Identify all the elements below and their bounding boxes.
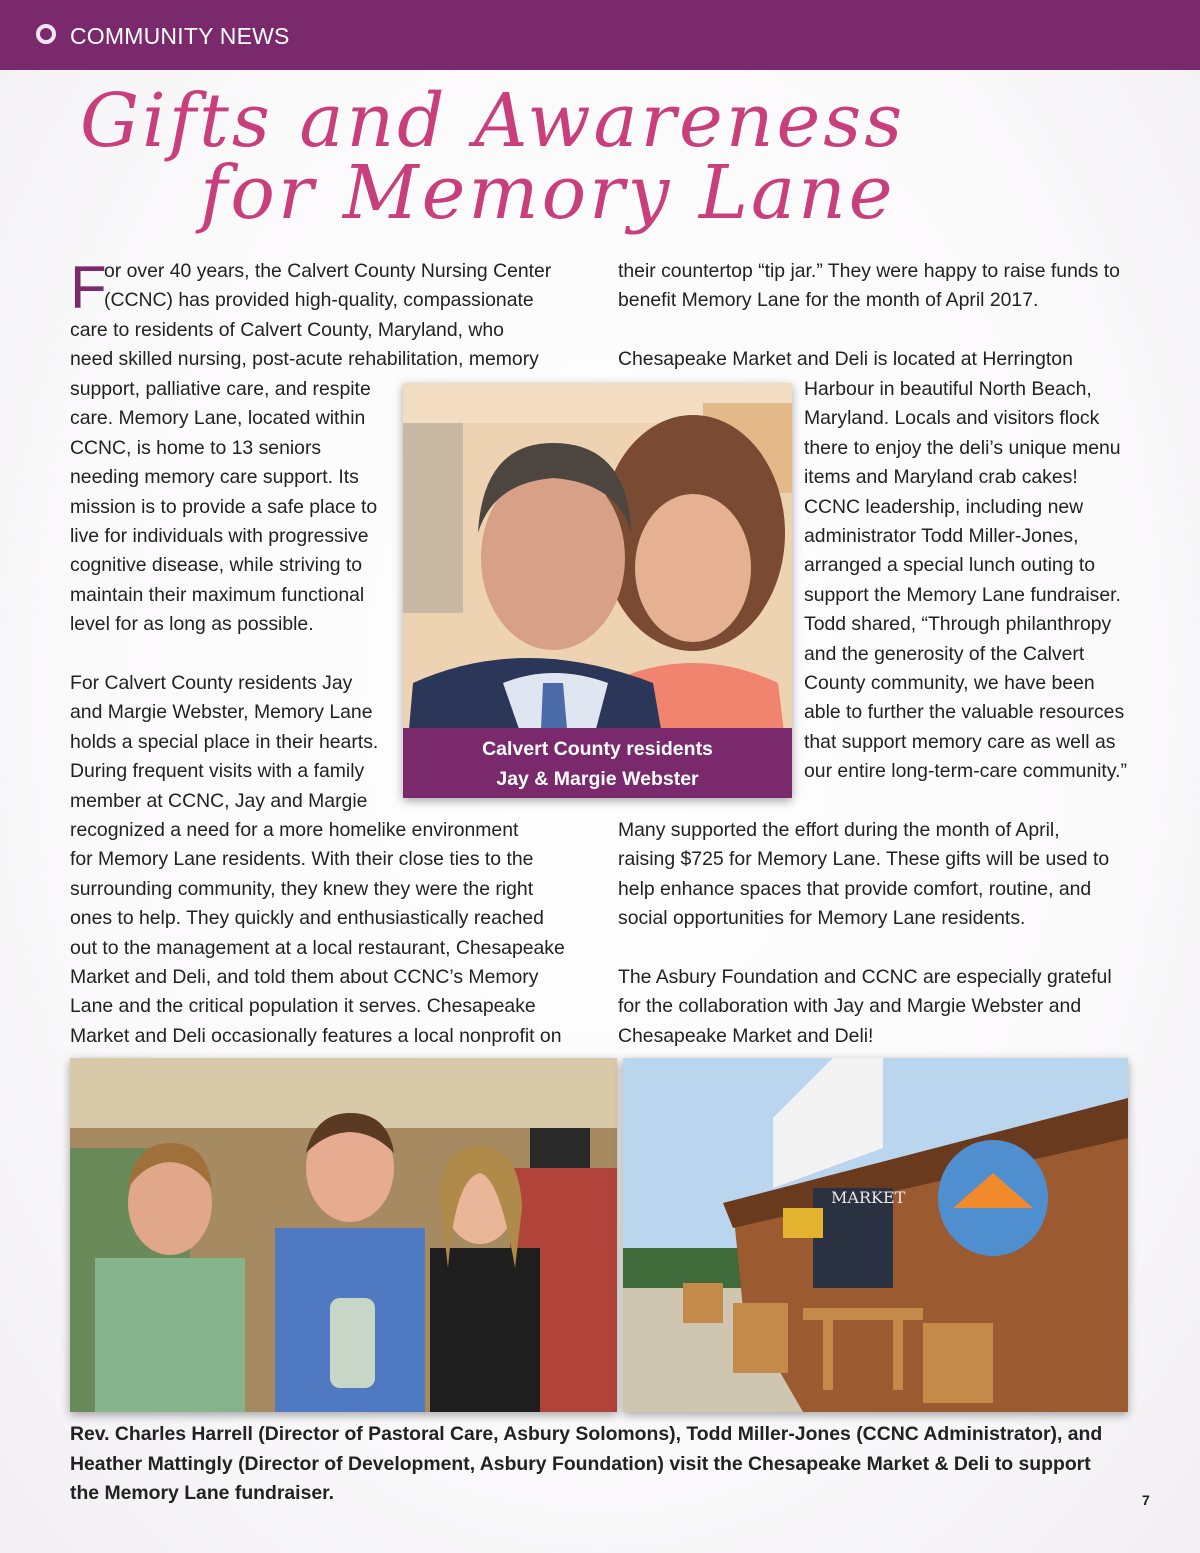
col1-top-continued: [70, 316, 539, 375]
text-line: cognitive disease, while striving to: [70, 554, 363, 577]
text-line: needing memory care support. Its: [70, 466, 359, 489]
blank-line: [618, 316, 1120, 345]
patio-chair: [733, 1303, 788, 1373]
text-line: arranged a special lunch outing to: [804, 554, 1096, 577]
text-line: raising $725 for Memory Lane. These gifts will be used to: [618, 848, 1110, 871]
text-line: maintain their maximum functional: [70, 583, 365, 606]
blank-line: [618, 934, 1112, 963]
text-line: For Calvert County residents Jay: [70, 672, 353, 695]
article-title-line1: Gifts and Awareness: [80, 78, 906, 164]
store-visit-photo: [70, 1058, 617, 1412]
page-number: 7: [1142, 1492, 1150, 1508]
text-line: benefit Memory Lane for the month of April 2017.: [618, 289, 1039, 312]
col2-top-paragraph: [618, 257, 1120, 375]
tip-jar: [330, 1298, 375, 1388]
text-line: need skilled nursing, post-acute rehabilitation, memory: [70, 348, 539, 371]
text-line: Chesapeake Market and Deli!: [618, 1024, 874, 1047]
text-line: their countertop “tip jar.” They were happy to raise funds to: [618, 260, 1120, 282]
col2-wrapped-paragraph: [804, 375, 1127, 787]
text-line: for Memory Lane residents. With their close ties to the: [70, 848, 534, 871]
text-line: Market and Deli, and told them about CCNC’s Memory: [70, 966, 539, 989]
text-line: Maryland. Locals and visitors flock: [804, 407, 1100, 430]
section-header-bar: [0, 0, 1200, 70]
text-line: items and Maryland crab cakes!: [804, 466, 1078, 489]
text-line: Lane and the critical population it serves. Chesapeake: [70, 995, 536, 1018]
photo-caption: [403, 728, 792, 798]
section-label: COMMUNITY NEWS: [70, 23, 290, 49]
person3-dress: [430, 1248, 540, 1412]
text-line: support, palliative care, and respite: [70, 378, 371, 400]
text-line: surrounding community, they knew they were the right: [70, 877, 534, 900]
text-line: for the collaboration with Jay and Margie Webster and: [618, 995, 1082, 1018]
text-line: care. Memory Lane, located within: [70, 407, 366, 430]
text-line: social opportunities for Memory Lane residents.: [618, 907, 1026, 930]
text-line: During frequent visits with a family: [70, 760, 365, 783]
text-line: (CCNC) has provided high-quality, compassionate: [104, 289, 534, 312]
col1-top-paragraph: [104, 257, 551, 316]
text-line: and Margie Webster, Memory Lane: [70, 701, 373, 724]
caption-line: Heather Mattingly (Director of Development, Asbury Foundation) visit the Chesapeake Market & Deli to support: [70, 1452, 1091, 1475]
circle-logo-icon: [36, 24, 56, 44]
text-line: Todd shared, “Through philanthropy: [804, 613, 1112, 636]
person1-shirt: [95, 1258, 245, 1412]
text-line: Market and Deli occasionally features a local nonprofit on: [70, 1024, 562, 1047]
blank-line: [70, 640, 378, 669]
table-leg: [823, 1320, 833, 1390]
text-line: Many supported the effort during the month of April,: [618, 819, 1060, 841]
text-line: there to enjoy the deli’s unique menu: [804, 436, 1121, 459]
text-line: care to residents of Calvert County, Maryland, who: [70, 319, 504, 341]
text-line: or over 40 years, the Calvert County Nursing Center: [104, 260, 552, 282]
text-line: help enhance spaces that provide comfort, routine, and: [618, 877, 1092, 900]
store-tv: [530, 1128, 590, 1168]
text-line: recognized a need for a more homelike environment: [70, 819, 519, 841]
text-line: Chesapeake Market and Deli is located at Herrington: [618, 348, 1073, 371]
text-line: Harbour in beautiful North Beach,: [804, 378, 1092, 400]
storefront-photo-image: [623, 1058, 1128, 1412]
text-line: able to further the valuable resources: [804, 701, 1125, 724]
text-line: that support memory care as well as: [804, 730, 1116, 753]
col2-bottom-paragraph: [618, 816, 1112, 1051]
patio-table: [803, 1308, 923, 1320]
text-line: level for as long as possible.: [70, 613, 314, 636]
text-line: The Asbury Foundation and CCNC are especially grateful: [618, 966, 1112, 989]
maryland-flag: [783, 1208, 823, 1238]
text-line: ones to help. They quickly and enthusiastically reached: [70, 907, 544, 930]
text-line: our entire long-term-care community.”: [804, 760, 1127, 783]
text-line: member at CCNC, Jay and Margie: [70, 789, 368, 812]
text-line: CCNC leadership, including new: [804, 495, 1084, 518]
caption-line: Rev. Charles Harrell (Director of Pastoral Care, Asbury Solomons), Todd Miller-Jones (CCNC Administrator), and: [70, 1423, 1103, 1445]
drop-cap: F: [70, 254, 107, 321]
table-leg: [893, 1320, 903, 1390]
text-line: live for individuals with progressive: [70, 525, 369, 548]
market-sign: MARKET: [831, 1188, 906, 1207]
photo-caption-line2: Jay & Margie Webster: [496, 768, 699, 790]
text-line: holds a special place in their hearts.: [70, 730, 379, 753]
text-line: support the Memory Lane fundraiser.: [804, 583, 1121, 606]
bottom-photo-caption: [70, 1420, 1140, 1509]
text-line: CCNC, is home to 13 seniors: [70, 436, 322, 459]
patio-chair: [923, 1323, 993, 1403]
text-line: administrator Todd Miller-Jones,: [804, 525, 1079, 548]
text-line: mission is to provide a safe place to: [70, 495, 378, 518]
col1-bottom-paragraph: [70, 816, 565, 1051]
patio-chair: [683, 1283, 723, 1323]
col1-wrapped-paragraph: [70, 375, 378, 816]
store-visit-photo-image: [70, 1058, 617, 1412]
article-title-line2: for Memory Lane: [200, 150, 896, 236]
caption-line: the Memory Lane fundraiser.: [70, 1482, 334, 1504]
text-line: County community, we have been: [804, 672, 1095, 695]
text-line: and the generosity of the Calvert: [804, 642, 1085, 665]
woman-face: [635, 494, 751, 642]
photo-caption-line1: Calvert County residents: [482, 738, 713, 760]
text-line: out to the management at a local restaurant, Chesapeake: [70, 936, 565, 959]
storefront-photo: [623, 1058, 1128, 1412]
